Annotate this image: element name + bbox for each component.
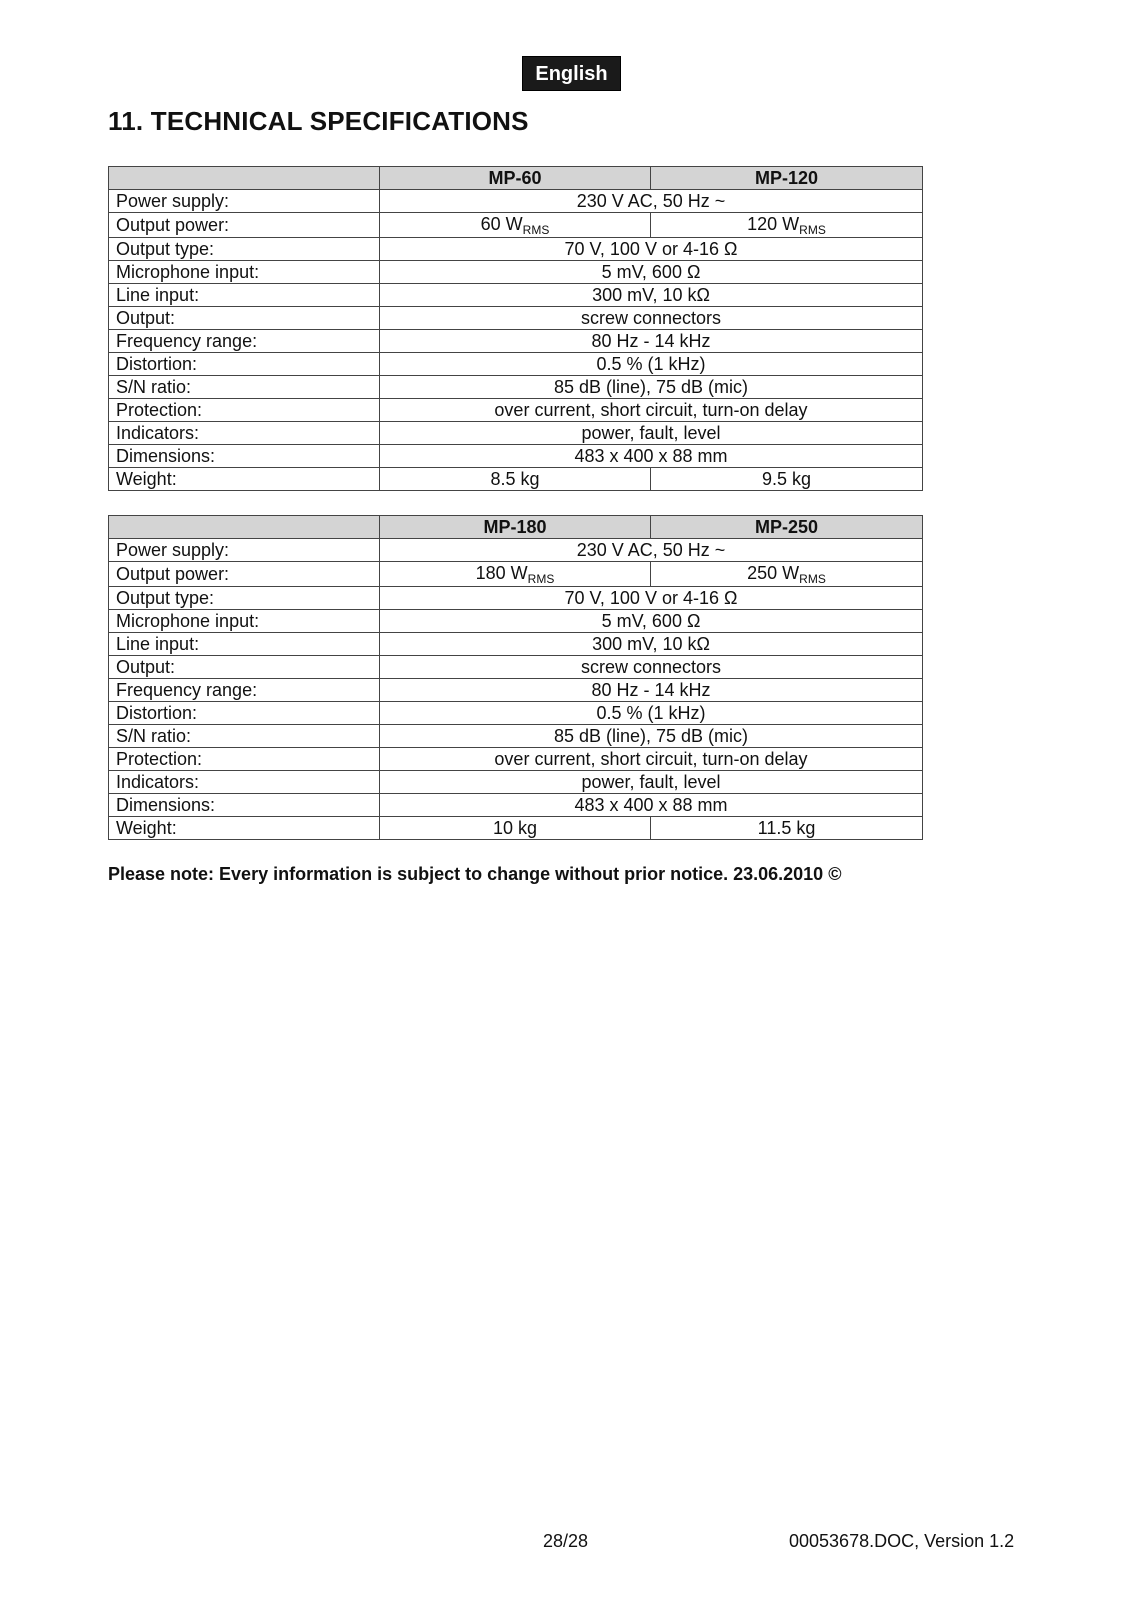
spec-value: power, fault, level	[380, 422, 923, 445]
table-row	[109, 422, 923, 445]
spec-value: 10 kg	[380, 817, 651, 840]
page-number: 28/28	[543, 1531, 589, 1551]
spec-value: power, fault, level	[380, 771, 923, 794]
spec-value	[380, 213, 651, 238]
table-row	[109, 610, 923, 633]
table-row	[109, 353, 923, 376]
table-row	[109, 468, 923, 491]
table-row	[109, 748, 923, 771]
model-header: MP-180	[380, 516, 651, 539]
spec-value: 230 V AC, 50 Hz ~	[380, 190, 923, 213]
table-row	[109, 307, 923, 330]
spec-value: 483 x 400 x 88 mm	[380, 445, 923, 468]
table-row	[109, 284, 923, 307]
document-version: 00053678.DOC, Version 1.2	[789, 1531, 1015, 1551]
spec-label: Weight:	[109, 817, 380, 840]
spec-label: Output power:	[109, 213, 380, 238]
table-row	[109, 213, 923, 238]
spec-value: 300 mV, 10 kΩ	[380, 633, 923, 656]
model-header: MP-120	[651, 167, 923, 190]
spec-label: Distortion:	[109, 353, 380, 376]
spec-label: Output type:	[109, 587, 380, 610]
table-row	[109, 539, 923, 562]
spec-label: Frequency range:	[109, 330, 380, 353]
power-value: 180 W	[475, 563, 528, 583]
language-badge: English	[522, 56, 621, 91]
spec-label: Line input:	[109, 284, 380, 307]
table-row	[109, 399, 923, 422]
spec-value: 0.5 % (1 kHz)	[380, 353, 923, 376]
table-row	[109, 794, 923, 817]
spec-label: Indicators:	[109, 422, 380, 445]
spec-value: 230 V AC, 50 Hz ~	[380, 539, 923, 562]
spec-label: Protection:	[109, 399, 380, 422]
model-header: MP-60	[380, 167, 651, 190]
spec-label: Dimensions:	[109, 794, 380, 817]
table-row	[109, 445, 923, 468]
spec-label: Power supply:	[109, 190, 380, 213]
spec-table-mp60-mp120	[108, 166, 923, 491]
spec-value: over current, short circuit, turn-on delay	[380, 748, 923, 771]
spec-value	[651, 213, 923, 238]
spec-label: Dimensions:	[109, 445, 380, 468]
power-subscript: RMS	[799, 572, 826, 586]
spec-value: over current, short circuit, turn-on delay	[380, 399, 923, 422]
spec-value	[651, 562, 923, 587]
table-row	[109, 190, 923, 213]
spec-label: Microphone input:	[109, 610, 380, 633]
spec-value: 70 V, 100 V or 4-16 Ω	[380, 238, 923, 261]
table-row	[109, 702, 923, 725]
power-value: 60 W	[480, 214, 523, 234]
spec-value: 85 dB (line), 75 dB (mic)	[380, 725, 923, 748]
spec-label: S/N ratio:	[109, 725, 380, 748]
spec-value: screw connectors	[380, 307, 923, 330]
table-row	[109, 656, 923, 679]
table-row	[109, 771, 923, 794]
power-subscript: RMS	[522, 223, 550, 237]
change-notice: Please note: Every information is subject to change without prior notice. 23.06.2010 ©	[108, 864, 842, 884]
spec-value: 9.5 kg	[651, 468, 923, 491]
table-row	[109, 562, 923, 587]
table-row	[109, 725, 923, 748]
spec-value: 80 Hz - 14 kHz	[380, 330, 923, 353]
spec-value: 11.5 kg	[651, 817, 923, 840]
spec-label: Protection:	[109, 748, 380, 771]
power-value: 250 W	[747, 563, 800, 583]
table-row	[109, 633, 923, 656]
table-row	[109, 376, 923, 399]
table-row	[109, 261, 923, 284]
spec-value: 0.5 % (1 kHz)	[380, 702, 923, 725]
table-row	[109, 238, 923, 261]
spec-label: Output type:	[109, 238, 380, 261]
spec-value: 300 mV, 10 kΩ	[380, 284, 923, 307]
spec-value: screw connectors	[380, 656, 923, 679]
section-title: 11. TECHNICAL SPECIFICATIONS	[108, 106, 529, 136]
spec-value: 483 x 400 x 88 mm	[380, 794, 923, 817]
table-row	[109, 587, 923, 610]
spec-label: Microphone input:	[109, 261, 380, 284]
spec-label: Output power:	[109, 562, 380, 587]
spec-value	[380, 562, 651, 587]
spec-value: 70 V, 100 V or 4-16 Ω	[380, 587, 923, 610]
spec-value: 5 mV, 600 Ω	[380, 261, 923, 284]
power-subscript: RMS	[799, 223, 826, 237]
table-header-row	[109, 516, 923, 539]
spec-label: Indicators:	[109, 771, 380, 794]
spec-label: Frequency range:	[109, 679, 380, 702]
model-header: MP-250	[651, 516, 923, 539]
spec-label: S/N ratio:	[109, 376, 380, 399]
table-header-row	[109, 167, 923, 190]
spec-value: 80 Hz - 14 kHz	[380, 679, 923, 702]
spec-label: Distortion:	[109, 702, 380, 725]
spec-table-mp180-mp250	[108, 515, 923, 840]
spec-value: 5 mV, 600 Ω	[380, 610, 923, 633]
spec-value: 85 dB (line), 75 dB (mic)	[380, 376, 923, 399]
power-value: 120 W	[747, 214, 800, 234]
table-row	[109, 330, 923, 353]
spec-value: 8.5 kg	[380, 468, 651, 491]
table-row	[109, 817, 923, 840]
spec-label: Line input:	[109, 633, 380, 656]
spec-label: Output:	[109, 307, 380, 330]
table-row	[109, 679, 923, 702]
header-blank-cell	[109, 167, 380, 190]
spec-label: Output:	[109, 656, 380, 679]
spec-label: Weight:	[109, 468, 380, 491]
spec-label: Power supply:	[109, 539, 380, 562]
power-subscript: RMS	[527, 572, 555, 586]
header-blank-cell	[109, 516, 380, 539]
